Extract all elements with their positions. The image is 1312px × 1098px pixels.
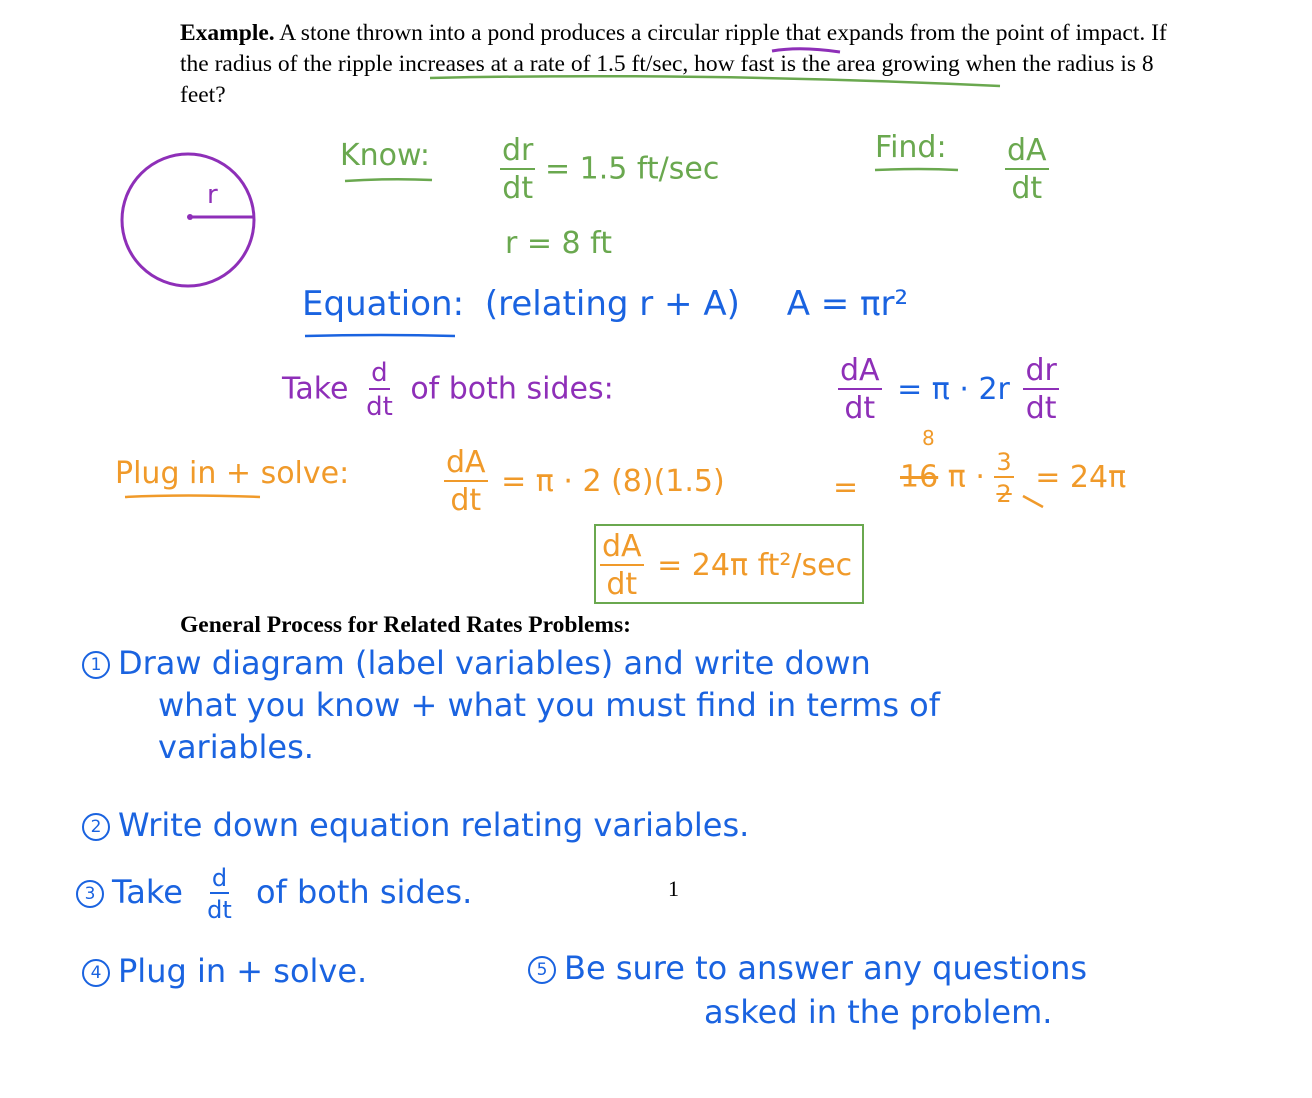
da-dt-fraction: $\frac{dA}{dt}$ <box>1007 133 1047 206</box>
know-rate <box>500 133 720 206</box>
know-label: Know: <box>340 138 431 173</box>
underline-rate <box>430 76 1000 86</box>
answer-value: = 24π ft²/sec <box>657 547 853 583</box>
equation-line <box>302 284 908 324</box>
dr-dt-rhs: $\frac{dr}{dt}$ <box>1025 353 1057 426</box>
step-4-number: 4 <box>82 959 110 987</box>
underline-equation <box>305 335 455 336</box>
step-2: 2 Write down equation relating variables. <box>82 806 749 844</box>
underline-circular <box>772 49 840 52</box>
step-5-line-1: 5 Be sure to answer any questions <box>528 946 1087 990</box>
step-4: 4 Plug in + solve. <box>82 952 367 990</box>
plug-label: Plug in + solve: <box>115 456 350 491</box>
problem-text: A stone thrown into a pond produces a circular ripple that expands from the point of impact. If the radius of the ripple increases at a rate of 1.5 ft/sec, how fast is the area growing when the radius is 8 feet? <box>180 20 1167 108</box>
step-3-d-dt: $\frac{d}{dt}$ <box>207 864 232 924</box>
derivative-equation <box>838 353 1059 426</box>
step-2-number: 2 <box>82 813 110 841</box>
d-dt-operator: $\frac{d}{dt}$ <box>366 358 393 422</box>
plug-equals: = <box>833 470 859 505</box>
take-derivative-line <box>282 360 614 420</box>
page-number: 1 <box>668 876 679 901</box>
step-3: 3 Take $\frac{d}{dt}$ of both sides. <box>76 866 472 922</box>
step-1-line-3: variables. <box>158 728 314 766</box>
answer-box <box>594 524 864 604</box>
known-radius: r = 8 ft <box>505 226 612 261</box>
plug-equation <box>444 445 725 518</box>
find-value <box>1005 133 1049 206</box>
derivative-rhs: = π · 2r <box>897 371 1010 407</box>
underline-plug <box>125 496 260 498</box>
ripple-circle <box>122 154 254 286</box>
step-1 <box>82 642 940 768</box>
answer-da-dt: $\frac{dA}{dt}$ <box>602 529 642 602</box>
equation-formula: A = πr² <box>786 284 909 324</box>
find-label: Find: <box>875 130 947 165</box>
step-5 <box>528 946 1087 1034</box>
take-text: Take <box>282 371 349 407</box>
crossed-sixteen: 16 <box>900 459 939 495</box>
equation-label: Equation: <box>302 284 465 324</box>
plug-expression: = π · 2 (8)(1.5) <box>501 463 725 499</box>
underline-find <box>875 169 958 170</box>
step-1-line-2: what you know + what you must find in terms of <box>158 686 941 724</box>
da-dt-lhs: $\frac{dA}{dt}$ <box>840 353 880 426</box>
equation-note: (relating r + A) <box>484 284 740 324</box>
center-point <box>187 214 193 220</box>
three-halves: $\frac{3}{2}$ <box>996 448 1012 508</box>
plug-da-dt: $\frac{dA}{dt}$ <box>446 445 486 518</box>
process-heading: General Process for Related Rates Problems: <box>180 612 631 638</box>
step-5-number: 5 <box>528 956 556 984</box>
plug-simplify <box>900 450 1126 506</box>
small-eight: 8 <box>922 426 935 450</box>
step-1-number: 1 <box>82 651 110 679</box>
dr-dt-fraction: $\frac{dr}{dt}$ <box>502 133 534 206</box>
underline-know <box>345 179 432 181</box>
both-sides-text: of both sides: <box>410 371 614 407</box>
step-3-number: 3 <box>76 880 104 908</box>
step-1-line-1: 1 Draw diagram (label variables) and write down <box>82 642 940 684</box>
plug-result: = 24π <box>1035 459 1127 495</box>
problem-label: Example. <box>180 20 275 46</box>
step-5-line-2: asked in the problem. <box>704 993 1053 1031</box>
radius-label: r <box>207 180 218 210</box>
pi-dot: π · <box>947 459 985 495</box>
rate-value: = 1.5 ft/sec <box>544 151 720 187</box>
